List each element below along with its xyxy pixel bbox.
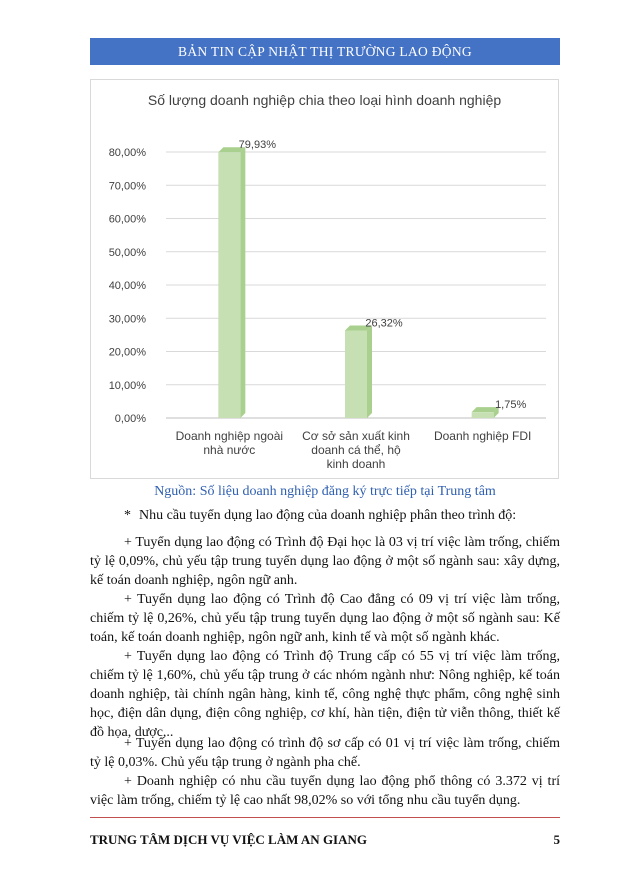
page-header-title: BẢN TIN CẬP NHẬT THỊ TRƯỜNG LAO ĐỘNG [178,43,472,59]
paragraph-general-labor: + Doanh nghiệp có nhu cầu tuyển dụng lao động phổ thông có 3.372 vị trí việc làm trống, chiếm tỷ lệ cao nhất 98,02% so với tổng nhu cầu tuyển dụng. [90,774,560,808]
intro-line [124,508,516,524]
data-label: 79,93% [238,139,276,152]
bar-chart [90,79,559,479]
bar-side-face [367,325,372,418]
y-tick-label: 60,00% [108,213,146,226]
category-label: nhà nước [203,443,256,457]
intro-text: Nhu cầu tuyển dụng lao động của doanh nghiệp phân theo trình độ: [139,508,517,523]
footer-page-number: 5 [553,832,560,847]
paragraph-elementary: + Tuyển dụng lao động có trình độ sơ cấp có 01 vị trí việc làm trống, chiếm tỷ lệ 0,03%. Chủ yếu tập trung ở ngành pha chế. [90,736,560,770]
chart-source-note: Nguồn: Số liệu doanh nghiệp đăng ký trực tiếp tại Trung tâm [154,484,496,499]
y-tick-label: 40,00% [108,280,146,292]
category-label: doanh cá thể, hộ [311,443,401,457]
page-header-bar [90,38,560,65]
chart-title: Số lượng doanh nghiệp chia theo loại hình doanh nghiệp [147,92,502,108]
y-tick-label: 80,00% [108,147,146,159]
y-tick-label: 30,00% [108,313,146,326]
bar [472,412,494,418]
category-label: Doanh nghiệp FDI [433,429,532,443]
category-label: Cơ sở sản xuất kinh [302,429,410,443]
paragraph-intermediate: + Tuyển dụng lao động có Trình độ Trung cấp có 55 vị trí việc làm trống, chiếm tỷ lệ 1,60%, chủ yếu tập trung ở các nhóm ngành như: Nông nghiệp, kế toán doanh nghiệp, tài chính ngân hàng, kinh tế, công nghệ thực phẩm, công nghệ sinh học, điện dân dụng, điện công nghiệp, cơ khí, hàn tiện, điện tử viễn thông, thiết kế đồ họa, dược,.. [90,649,560,740]
data-label: 1,75% [495,399,527,412]
intro-marker: * [124,508,131,523]
y-tick-label: 50,00% [108,246,146,259]
y-tick-label: 70,00% [108,180,146,193]
y-tick-label: 10,00% [108,379,146,392]
chart-plot [91,80,560,480]
bar [345,330,367,418]
footer-divider [90,817,560,818]
paragraph-university: + Tuyển dụng lao động có Trình độ Đại học là 03 vị trí việc làm trống, chiếm tỷ lệ 0,09%, chủ yếu tập trung tuyển dụng lao động ở một số ngành sau: xây dựng, kế toán doanh nghiệp, ngôn ngữ anh. [90,535,560,588]
paragraph-college: + Tuyển dụng lao động có Trình độ Cao đẳng có 09 vị trí việc làm trống, chiếm tỷ lệ 0,26%, chủ yếu tập trung tuyển dụng lao động ở một số ngành sau: Kế toán, kế toán doanh nghiệp, ngôn ngữ anh, kinh tế và một số ngành khác. [90,592,560,645]
bar-side-face [240,147,245,418]
footer-organization: TRUNG TÂM DỊCH VỤ VIỆC LÀM AN GIANG [90,832,367,847]
category-label: kinh doanh [326,457,386,471]
category-label: Doanh nghiệp ngoài [175,429,284,443]
y-tick-label: 20,00% [108,346,146,359]
y-tick-label: 0,00% [114,413,146,425]
data-label: 26,32% [365,317,403,330]
bar [218,152,240,418]
